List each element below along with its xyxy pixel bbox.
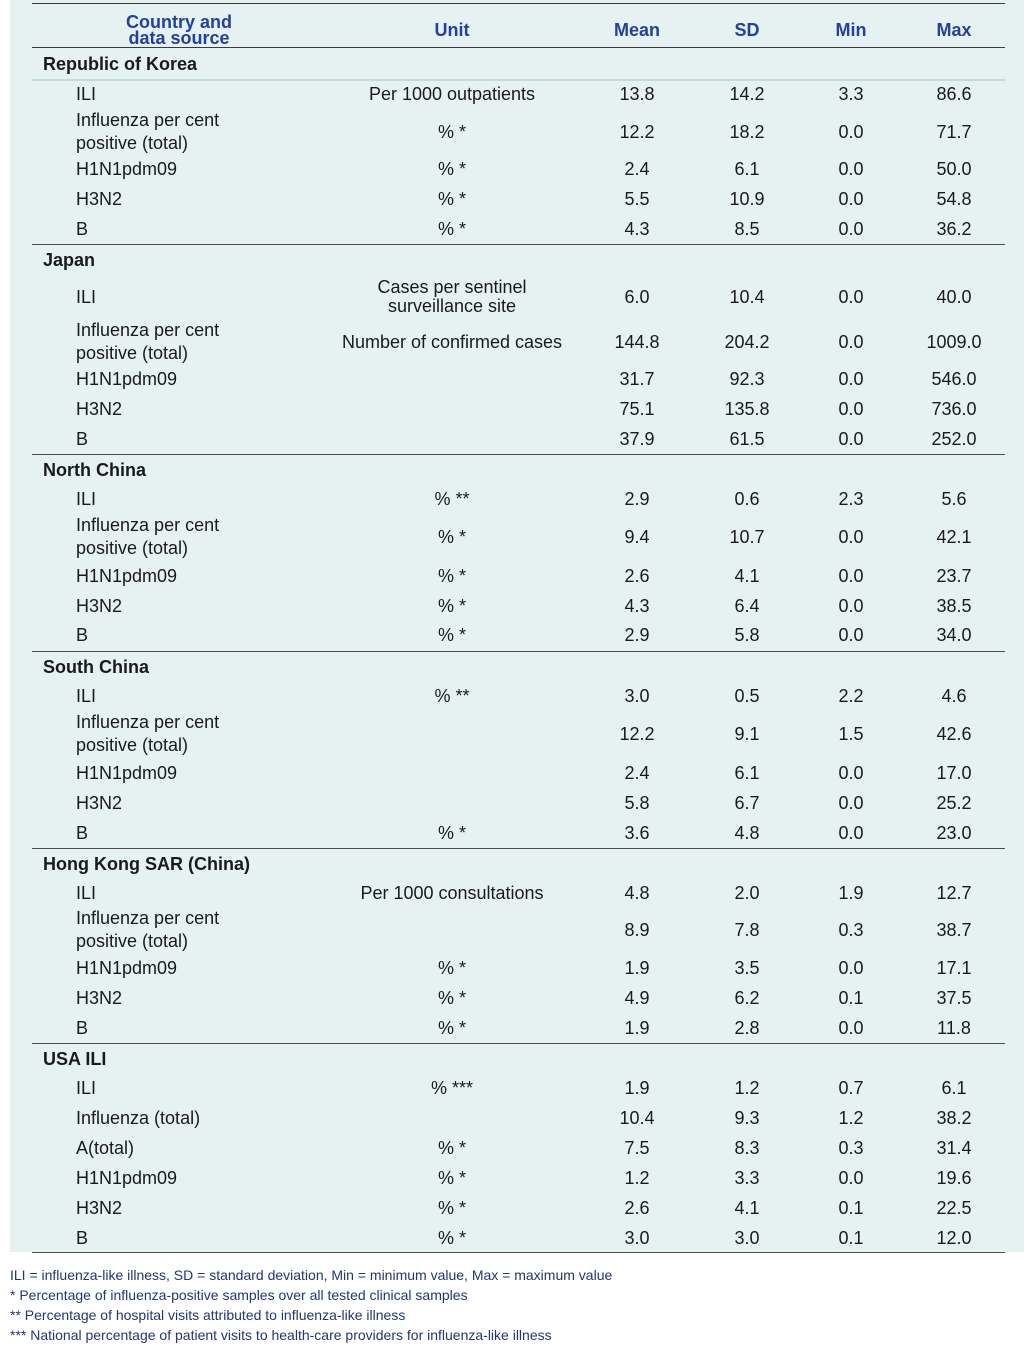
row-unit xyxy=(434,685,469,708)
row-sd: 10.9 xyxy=(729,188,765,209)
row-max: 22.5 xyxy=(936,1197,972,1218)
row-label xyxy=(76,792,122,815)
row-label-line: positive (total) xyxy=(76,343,189,363)
row-label-line: H3N2 xyxy=(76,398,123,419)
row-max: 1009.0 xyxy=(926,331,982,352)
row-label xyxy=(76,1197,122,1220)
row-max: 42.1 xyxy=(936,526,972,547)
row-mean: 13.8 xyxy=(619,83,655,104)
row-label xyxy=(76,428,88,451)
row-sd: 6.4 xyxy=(734,595,760,616)
row-unit-line: % * xyxy=(437,624,467,645)
row-max: 5.6 xyxy=(941,488,967,509)
row-sd: 10.7 xyxy=(729,526,765,547)
row-min: 0.1 xyxy=(838,987,864,1008)
row-min: 0.0 xyxy=(838,398,864,419)
row-sd: 4.1 xyxy=(734,1197,760,1218)
row-sd: 6.2 xyxy=(734,987,760,1008)
section-rule xyxy=(32,1043,1005,1044)
row-label-line: ILI xyxy=(76,488,97,509)
row-label-line: H3N2 xyxy=(76,987,123,1008)
row-unit xyxy=(438,1197,466,1220)
row-min: 0.0 xyxy=(838,957,864,978)
section-title: North China xyxy=(43,459,146,480)
row-max: 12.7 xyxy=(936,882,972,903)
row-unit xyxy=(438,595,466,618)
row-sd: 4.1 xyxy=(734,565,760,586)
header-mean: Mean xyxy=(613,20,661,40)
row-unit xyxy=(438,1017,466,1040)
row-unit-line: Number of confirmed cases xyxy=(341,331,563,352)
footnote-two-star: ** Percentage of hospital visits attributed to influenza-like illness xyxy=(10,1307,406,1323)
row-mean: 144.8 xyxy=(614,331,660,352)
section-title: Japan xyxy=(43,249,96,270)
row-min: 0.0 xyxy=(838,1017,864,1038)
section-sub-rule xyxy=(32,79,1005,81)
row-label-line: Influenza (total) xyxy=(76,1107,201,1128)
footnote-one-star: * Percentage of influenza-positive samples over all tested clinical samples xyxy=(10,1287,468,1303)
row-unit-line: surveillance site xyxy=(387,296,517,316)
row-label xyxy=(76,83,96,106)
row-sd: 4.8 xyxy=(734,822,760,843)
table-panel xyxy=(10,0,1024,1252)
row-max: 23.7 xyxy=(936,565,972,586)
row-sd: 2.0 xyxy=(734,882,760,903)
row-label-line: B xyxy=(76,1017,89,1038)
row-unit xyxy=(438,957,466,980)
row-unit-line: % ** xyxy=(434,685,470,706)
row-min: 0.0 xyxy=(838,218,864,239)
row-mean: 12.2 xyxy=(619,723,655,744)
row-min: 0.0 xyxy=(838,188,864,209)
row-label-line: positive (total) xyxy=(76,538,189,558)
row-mean: 75.1 xyxy=(619,398,655,419)
row-sd: 3.5 xyxy=(734,957,760,978)
row-mean: 3.0 xyxy=(624,1227,650,1248)
row-min: 0.0 xyxy=(838,121,864,142)
row-sd: 204.2 xyxy=(724,331,770,352)
section-title: USA ILI xyxy=(43,1048,107,1069)
row-min: 2.2 xyxy=(838,685,864,706)
section-title: South China xyxy=(43,656,149,677)
row-max: 546.0 xyxy=(931,368,977,389)
row-max: 54.8 xyxy=(936,188,972,209)
row-label-line: Influenza per cent xyxy=(76,908,220,928)
row-label xyxy=(76,565,177,588)
row-sd: 5.8 xyxy=(734,624,760,645)
row-unit xyxy=(377,278,526,316)
row-max: 6.1 xyxy=(941,1077,967,1098)
row-min: 0.0 xyxy=(838,368,864,389)
row-sd: 61.5 xyxy=(729,428,765,449)
row-sd: 1.2 xyxy=(734,1077,760,1098)
row-min: 3.3 xyxy=(838,83,864,104)
row-mean: 4.3 xyxy=(624,595,650,616)
row-unit xyxy=(434,488,469,511)
row-label xyxy=(76,368,177,391)
row-label xyxy=(76,822,88,845)
row-unit xyxy=(438,158,466,181)
header-rule xyxy=(32,47,1005,48)
row-mean: 12.2 xyxy=(619,121,655,142)
row-max: 86.6 xyxy=(936,83,972,104)
section-title: Republic of Korea xyxy=(43,53,198,74)
row-label xyxy=(76,398,122,421)
row-unit-line: % * xyxy=(437,526,467,547)
row-label xyxy=(76,1227,88,1250)
row-mean: 10.4 xyxy=(619,1107,655,1128)
row-label xyxy=(76,109,219,155)
row-label xyxy=(76,188,122,211)
row-max: 37.5 xyxy=(936,987,972,1008)
row-min: 0.3 xyxy=(838,919,864,940)
row-mean: 4.8 xyxy=(624,882,650,903)
row-max: 40.0 xyxy=(936,286,972,307)
row-mean: 2.6 xyxy=(624,565,650,586)
row-mean: 1.9 xyxy=(624,957,650,978)
row-sd: 92.3 xyxy=(729,368,765,389)
row-label xyxy=(76,488,96,511)
row-label-line: Influenza per cent xyxy=(76,712,220,732)
row-label xyxy=(76,685,96,708)
row-min: 1.9 xyxy=(838,882,864,903)
row-label-line: ILI xyxy=(76,882,97,903)
row-min: 0.0 xyxy=(838,565,864,586)
row-unit xyxy=(438,1227,466,1250)
row-sd: 2.8 xyxy=(734,1017,760,1038)
row-label-line: B xyxy=(76,218,89,239)
header-min: Min xyxy=(835,20,867,40)
header-unit: Unit xyxy=(434,20,470,40)
row-max: 71.7 xyxy=(936,121,972,142)
row-min: 0.3 xyxy=(838,1137,864,1158)
footnote-three-star: *** National percentage of patient visits to health-care providers for influenza-like illness xyxy=(10,1327,552,1343)
row-label-line: Influenza per cent xyxy=(76,320,220,340)
row-label-line: H1N1pdm09 xyxy=(76,762,178,783)
row-label-line: B xyxy=(76,822,89,843)
section-title: Hong Kong SAR (China) xyxy=(43,853,250,874)
row-min: 0.0 xyxy=(838,158,864,179)
row-sd: 9.1 xyxy=(734,723,760,744)
row-sd: 10.4 xyxy=(729,286,765,307)
row-mean: 9.4 xyxy=(624,526,650,547)
row-label-line: H1N1pdm09 xyxy=(76,368,178,389)
row-label-line: H3N2 xyxy=(76,595,123,616)
row-max: 38.2 xyxy=(936,1107,972,1128)
row-sd: 8.3 xyxy=(734,1137,760,1158)
row-unit xyxy=(438,987,466,1010)
row-max: 31.4 xyxy=(936,1137,972,1158)
row-label-line: positive (total) xyxy=(76,735,189,755)
row-mean: 1.9 xyxy=(624,1017,650,1038)
row-label xyxy=(76,1137,134,1160)
row-min: 0.0 xyxy=(838,331,864,352)
row-max: 25.2 xyxy=(936,792,972,813)
row-max: 11.8 xyxy=(937,1017,971,1038)
row-max: 34.0 xyxy=(936,624,972,645)
row-unit-line: % * xyxy=(437,565,467,586)
row-mean: 6.0 xyxy=(624,286,650,307)
row-label xyxy=(76,595,122,618)
row-min: 0.0 xyxy=(838,286,864,307)
row-label xyxy=(76,514,219,560)
row-sd: 0.6 xyxy=(734,488,760,509)
row-mean: 4.9 xyxy=(624,987,650,1008)
row-mean: 2.9 xyxy=(624,624,650,645)
row-mean: 4.3 xyxy=(624,218,650,239)
row-unit xyxy=(431,1077,473,1100)
row-min: 0.7 xyxy=(838,1077,864,1098)
row-label xyxy=(76,711,219,757)
footnote-abbreviations: ILI = influenza-like illness, SD = standard deviation, Min = minimum value, Max = maximum value xyxy=(10,1267,613,1283)
row-max: 736.0 xyxy=(931,398,977,419)
row-max: 50.0 xyxy=(936,158,972,179)
row-unit-line: Per 1000 consultations xyxy=(360,882,544,903)
row-mean: 1.2 xyxy=(624,1167,650,1188)
row-sd: 6.1 xyxy=(734,762,760,783)
row-min: 2.3 xyxy=(838,488,864,509)
row-label-line: B xyxy=(76,624,89,645)
row-unit-line: % * xyxy=(437,1017,467,1038)
row-unit-line: % *** xyxy=(430,1077,474,1098)
row-label-line: H1N1pdm09 xyxy=(76,957,178,978)
row-mean: 2.4 xyxy=(624,762,650,783)
row-unit xyxy=(438,188,466,211)
row-mean: 2.6 xyxy=(624,1197,650,1218)
row-label xyxy=(76,1107,200,1130)
row-unit-line: % * xyxy=(437,188,467,209)
row-sd: 135.8 xyxy=(724,398,770,419)
row-unit xyxy=(438,624,466,647)
row-max: 42.6 xyxy=(936,723,972,744)
row-label xyxy=(76,319,219,365)
section-rule xyxy=(32,454,1005,455)
row-unit xyxy=(360,882,543,905)
row-min: 0.0 xyxy=(838,822,864,843)
row-label xyxy=(76,1167,177,1190)
row-max: 252.0 xyxy=(931,428,977,449)
row-label xyxy=(76,987,122,1010)
row-mean: 5.5 xyxy=(624,188,650,209)
row-sd: 7.8 xyxy=(734,919,760,940)
row-unit xyxy=(438,526,466,549)
row-label-line: H1N1pdm09 xyxy=(76,565,178,586)
row-label-line: H3N2 xyxy=(76,792,123,813)
row-max: 12.0 xyxy=(936,1227,972,1248)
row-label xyxy=(76,1017,88,1040)
row-mean: 31.7 xyxy=(619,368,655,389)
row-mean: 2.4 xyxy=(624,158,650,179)
row-mean: 2.9 xyxy=(624,488,650,509)
row-min: 0.1 xyxy=(838,1227,864,1248)
bottom-rule xyxy=(32,1252,1005,1253)
row-unit xyxy=(438,565,466,588)
row-sd: 6.1 xyxy=(734,158,760,179)
row-label-line: A(total) xyxy=(76,1137,135,1158)
row-min: 1.5 xyxy=(838,723,864,744)
row-mean: 7.5 xyxy=(624,1137,650,1158)
row-unit-line: % * xyxy=(437,1137,467,1158)
header-sd: SD xyxy=(734,20,760,40)
header-country: Country and data source xyxy=(126,12,232,48)
row-min: 0.0 xyxy=(838,595,864,616)
row-label-line: B xyxy=(76,428,89,449)
row-unit-line: % * xyxy=(437,1197,467,1218)
row-max: 19.6 xyxy=(936,1167,972,1188)
row-min: 0.0 xyxy=(838,762,864,783)
top-rule xyxy=(32,3,1005,4)
row-label xyxy=(76,762,177,785)
row-label-line: H1N1pdm09 xyxy=(76,1167,178,1188)
row-min: 0.0 xyxy=(838,1167,864,1188)
row-unit xyxy=(438,121,466,144)
row-unit-line: % * xyxy=(437,1167,467,1188)
row-label xyxy=(76,882,96,905)
row-max: 36.2 xyxy=(936,218,972,239)
row-sd: 0.5 xyxy=(734,685,760,706)
row-unit xyxy=(438,1137,466,1160)
row-sd: 14.2 xyxy=(729,83,765,104)
row-unit-line: % * xyxy=(437,218,467,239)
row-min: 0.0 xyxy=(838,624,864,645)
row-unit xyxy=(342,331,562,354)
row-label xyxy=(76,907,219,953)
row-unit xyxy=(438,1167,466,1190)
row-unit-line: % * xyxy=(437,957,467,978)
row-min: 1.2 xyxy=(838,1107,864,1128)
row-label-line: ILI xyxy=(76,286,97,307)
row-sd: 6.7 xyxy=(734,792,760,813)
row-max: 17.0 xyxy=(936,762,972,783)
row-min: 0.0 xyxy=(838,792,864,813)
row-unit-line: % * xyxy=(437,158,467,179)
row-unit-line: % * xyxy=(437,1227,467,1248)
row-label xyxy=(76,624,88,647)
row-unit xyxy=(369,83,535,106)
row-unit-line: Cases per sentinel xyxy=(377,277,527,297)
section-rule xyxy=(32,244,1005,245)
row-max: 23.0 xyxy=(936,822,972,843)
row-unit-line: Per 1000 outpatients xyxy=(368,83,536,104)
row-label-line: H3N2 xyxy=(76,188,123,209)
row-min: 0.0 xyxy=(838,526,864,547)
row-label-line: ILI xyxy=(76,1077,97,1098)
row-max: 38.7 xyxy=(936,919,972,940)
header-max: Max xyxy=(936,20,972,40)
row-label-line: positive (total) xyxy=(76,133,189,153)
section-rule xyxy=(32,651,1005,652)
row-sd: 3.0 xyxy=(734,1227,760,1248)
row-unit-line: % ** xyxy=(434,488,470,509)
row-label-line: Influenza per cent xyxy=(76,515,220,535)
row-label-line: H3N2 xyxy=(76,1197,123,1218)
row-label-line: positive (total) xyxy=(76,931,189,951)
row-label xyxy=(76,1077,96,1100)
row-label-line: ILI xyxy=(76,83,97,104)
row-label-line: ILI xyxy=(76,685,97,706)
row-max: 4.6 xyxy=(941,685,967,706)
row-label xyxy=(76,957,177,980)
row-min: 0.1 xyxy=(838,1197,864,1218)
row-unit-line: % * xyxy=(437,987,467,1008)
row-unit xyxy=(438,218,466,241)
row-mean: 1.9 xyxy=(624,1077,650,1098)
row-min: 0.0 xyxy=(838,428,864,449)
row-label-line: H1N1pdm09 xyxy=(76,158,178,179)
row-mean: 37.9 xyxy=(619,428,655,449)
row-sd: 8.5 xyxy=(734,218,760,239)
row-label xyxy=(76,158,177,181)
row-label xyxy=(76,218,88,241)
row-unit-line: % * xyxy=(437,822,467,843)
row-max: 17.1 xyxy=(936,957,972,978)
footnotes xyxy=(10,1265,612,1345)
row-unit xyxy=(438,822,466,845)
row-label-line: B xyxy=(76,1227,89,1248)
row-mean: 5.8 xyxy=(624,792,650,813)
section-rule xyxy=(32,848,1005,849)
row-sd: 18.2 xyxy=(729,121,765,142)
row-label-line: Influenza per cent xyxy=(76,110,220,130)
row-mean: 3.0 xyxy=(624,685,650,706)
row-unit-line: % * xyxy=(437,595,467,616)
row-sd: 9.3 xyxy=(734,1107,760,1128)
row-unit-line: % * xyxy=(437,121,467,142)
row-sd: 3.3 xyxy=(734,1167,760,1188)
row-label xyxy=(76,286,96,309)
row-mean: 3.6 xyxy=(624,822,650,843)
row-mean: 8.9 xyxy=(624,919,650,940)
row-max: 38.5 xyxy=(936,595,972,616)
